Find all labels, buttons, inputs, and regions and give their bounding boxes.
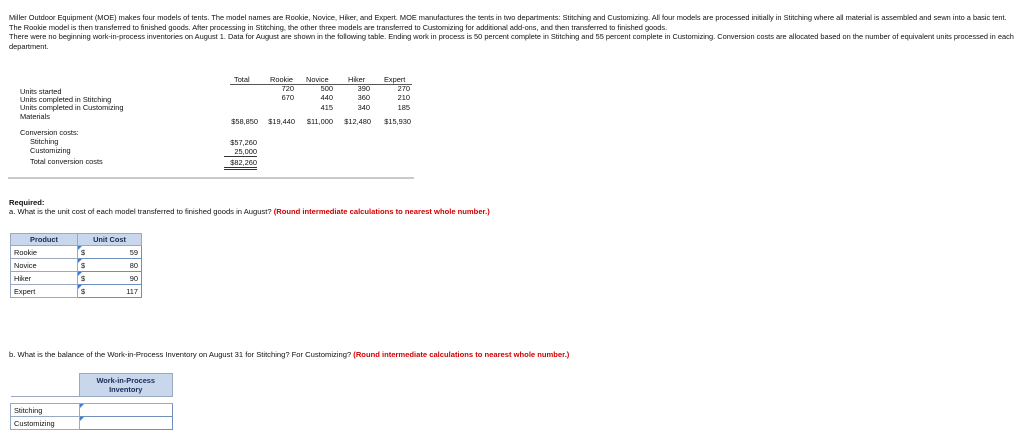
table-row (11, 404, 173, 417)
unit-cost-input-novice[interactable] (78, 259, 142, 272)
intro-paragraph-2: There were no beginning work-in-process inventories on August 1. Data for August are shown in the following table. Ending work in process is 50 percent complete in Stitching and 55 percent complete in Customizing. Conversion costs are allocated based on the number of equivalent units processed in each department. (9, 32, 1014, 51)
question-a (9, 207, 490, 216)
unit-cost-table (10, 233, 142, 298)
unit-cost-input-hiker[interactable] (78, 272, 142, 285)
units-stitching-hiker: 360 (357, 93, 370, 102)
required-section (9, 198, 490, 217)
currency-symbol: $ (81, 273, 86, 283)
table-row (11, 272, 142, 285)
product-name: Novice (11, 259, 78, 272)
wip-input-stitching[interactable] (79, 404, 173, 417)
intro-paragraph-1: Miller Outdoor Equipment (MOE) makes four models of tents. The model names are Rookie, Novice, Hiker, and Expert. MOE manufactures the tents in two departments: Stitching and Customizing. All four models are processed initially in Stitching where all material is assembled and sewn into a basic tent. The Rookie model is then transferred to finished goods. After processing in Stitching, the other three models are transferred to Customizing for additional add-ons, and then transferred to finished goods. (9, 13, 1007, 32)
header-total: Total (234, 75, 250, 84)
header-expert: Expert (384, 75, 406, 84)
wip-table (10, 373, 173, 430)
materials-rookie: $19,440 (268, 117, 295, 126)
conversion-stitching-value: $57,260 (230, 138, 257, 147)
currency-symbol: $ (81, 247, 86, 257)
header-hiker: Hiker (348, 75, 366, 84)
question-b-note: (Round intermediate calculations to nearest whole number.) (353, 350, 570, 359)
spacer-row (11, 397, 173, 404)
header-novice: Novice (306, 75, 329, 84)
units-stitching-expert: 210 (397, 93, 410, 102)
wip-label-stitching: Stitching (11, 404, 80, 417)
units-stitching-rookie: 670 (281, 93, 294, 102)
materials-hiker: $12,480 (344, 117, 371, 126)
label-stitching: Stitching (30, 137, 59, 146)
unit-cost-value: 80 (129, 260, 138, 270)
materials-total: $58,850 (231, 117, 258, 126)
table-row (11, 259, 142, 272)
col-product-header: Product (11, 234, 78, 246)
label-customizing: Customizing (30, 146, 71, 155)
product-name: Hiker (11, 272, 78, 285)
currency-symbol: $ (81, 260, 86, 270)
units-customizing-hiker: 340 (357, 103, 370, 112)
wip-input-customizing[interactable] (79, 417, 173, 430)
conversion-customizing-value: 25,000 (224, 147, 257, 157)
label-units-stitching: Units completed in Stitching (20, 95, 112, 104)
wip-label-customizing: Customizing (11, 417, 80, 430)
units-customizing-expert: 185 (397, 103, 410, 112)
label-materials: Materials (20, 112, 50, 121)
unit-cost-value: 90 (129, 273, 138, 283)
col-unit-cost-header: Unit Cost (78, 234, 142, 246)
unit-cost-value: 59 (129, 247, 138, 257)
materials-novice: $11,000 (306, 117, 333, 126)
required-title: Required: (9, 198, 45, 207)
unit-cost-input-expert[interactable] (78, 285, 142, 298)
table-row (11, 417, 173, 430)
label-total-conversion: Total conversion costs (30, 157, 103, 166)
units-stitching-novice: 440 (320, 93, 333, 102)
section-divider (8, 177, 414, 179)
question-b-text: b. What is the balance of the Work-in-Process Inventory on August 31 for Stitching? For Customizing? (9, 350, 352, 359)
label-units-started: Units started (20, 87, 62, 96)
label-conversion-costs: Conversion costs: (20, 128, 79, 137)
units-started-hiker: 390 (357, 84, 370, 93)
problem-intro (9, 13, 1017, 51)
units-started-expert: 270 (397, 84, 410, 93)
product-name: Rookie (11, 246, 78, 259)
table-row (11, 285, 142, 298)
question-b (9, 350, 569, 359)
product-name: Expert (11, 285, 78, 298)
conversion-total-value: $82,260 (224, 158, 257, 170)
col-wip-header: Work-in-Process Inventory (79, 374, 173, 397)
blank-header (11, 374, 80, 397)
question-a-note: (Round intermediate calculations to nearest whole number.) (273, 207, 490, 217)
label-units-customizing: Units completed in Customizing (20, 103, 124, 112)
unit-cost-input-rookie[interactable] (78, 246, 142, 259)
unit-cost-value: 117 (126, 286, 138, 296)
currency-symbol: $ (81, 286, 86, 296)
table-row (11, 246, 142, 259)
units-started-novice: 500 (320, 84, 333, 93)
question-a-text: a. What is the unit cost of each model transferred to finished goods in August? (9, 207, 272, 217)
units-started-rookie: 720 (281, 84, 294, 93)
units-customizing-novice: 415 (320, 103, 333, 112)
materials-expert: $15,930 (384, 117, 411, 126)
header-rookie: Rookie (270, 75, 294, 84)
